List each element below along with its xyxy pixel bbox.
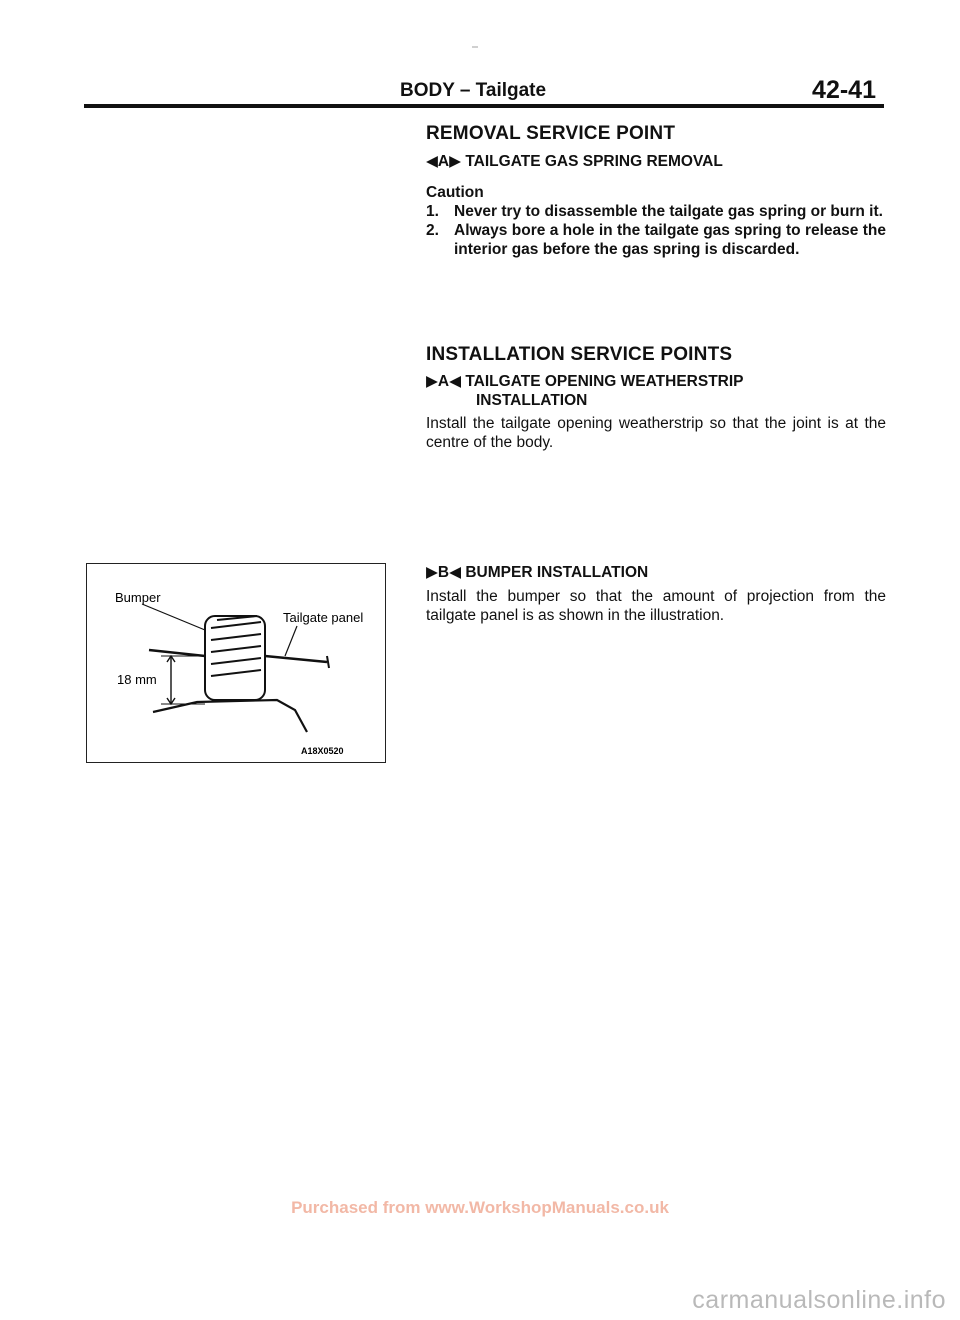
installation-step-a-title-line2: INSTALLATION — [476, 392, 588, 409]
step-title-text: BUMPER INSTALLATION — [465, 564, 649, 581]
bumper-leader-line — [142, 604, 205, 630]
installation-step-a-title — [426, 372, 886, 391]
step-marker-a: ◀A▶ — [426, 153, 462, 170]
step-title-text: TAILGATE OPENING WEATHERSTRIP — [465, 373, 744, 390]
step-marker-b: ▶B◀ — [426, 564, 462, 581]
tailgate-panel-label: Tailgate panel — [283, 610, 364, 625]
removal-heading: REMOVAL SERVICE POINT — [426, 123, 676, 144]
page-number: 42-41 — [812, 76, 876, 104]
bumper-diagram — [87, 564, 384, 761]
installation-step-b-text: Install the bumper so that the amount of projection from the tailgate panel is as shown in the illustration. — [426, 588, 886, 624]
figure-code: A18X0520 — [301, 746, 344, 756]
bumper-body — [205, 616, 265, 700]
site-watermark: carmanualsonline.info — [692, 1286, 946, 1314]
caution-text: Never try to disassemble the tailgate gas spring or burn it. — [454, 203, 883, 220]
caution-item — [426, 221, 886, 259]
caution-number: 2. — [426, 222, 439, 239]
removal-step-title — [426, 152, 886, 171]
step-title-text: TAILGATE GAS SPRING REMOVAL — [465, 153, 723, 170]
installation-step-a-text: Install the tailgate opening weatherstrip so that the joint is at the centre of the body. — [426, 415, 886, 451]
installation-heading: INSTALLATION SERVICE POINTS — [426, 344, 733, 365]
caution-list — [426, 202, 886, 259]
dimension-extension-lines — [161, 656, 205, 704]
panel-leader-line — [285, 626, 297, 656]
dimension-label: 18 mm — [117, 672, 157, 687]
lower-panel-line — [153, 700, 307, 732]
caution-number: 1. — [426, 203, 439, 220]
scan-artifact — [472, 46, 478, 48]
header-rule — [84, 104, 884, 108]
installation-step-b-title — [426, 563, 886, 582]
caution-text: Always bore a hole in the tailgate gas spring to release the interior gas before the gas spring is discarded. — [454, 222, 886, 258]
purchase-footer-link[interactable]: Purchased from www.WorkshopManuals.co.uk — [291, 1198, 669, 1217]
panel-end-mark — [327, 656, 329, 668]
bumper-illustration — [86, 563, 386, 763]
step-marker-a: ▶A◀ — [426, 373, 462, 390]
bumper-label: Bumper — [115, 590, 161, 605]
caution-item — [426, 202, 886, 221]
section-title: BODY – Tailgate — [400, 80, 547, 101]
caution-label: Caution — [426, 184, 484, 201]
